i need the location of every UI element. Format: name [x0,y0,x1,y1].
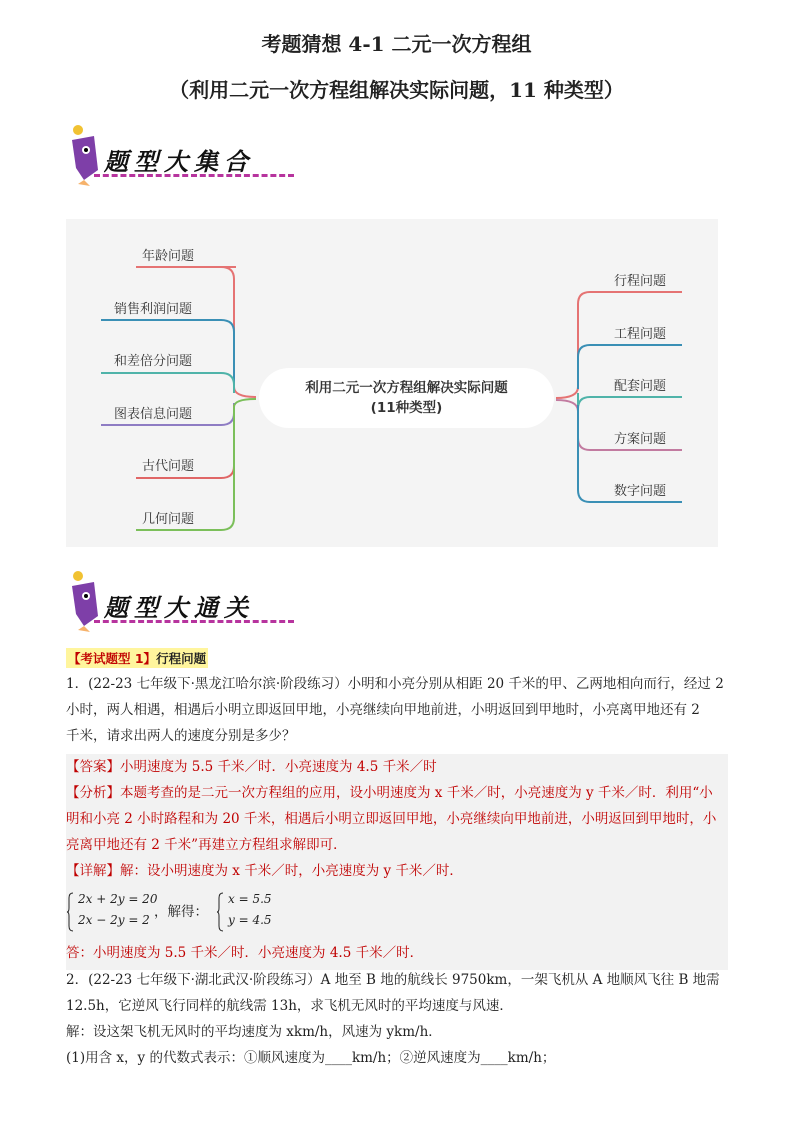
answer-label: 【答案】 [66,759,120,775]
node-work: 工程问题 [614,327,667,342]
banner-label: 题型大通关 [104,593,254,622]
node-matching: 配套问题 [614,379,667,394]
node-number: 数字问题 [614,484,667,499]
q1-solution [66,754,732,884]
analysis-line3: 亮离甲地还有 2 千米”再建立方程组求解即可． [66,837,347,853]
q1-line2: 小时，两人相遇，相遇后小明立即返回甲地，小亮继续向甲地前进，小明返回到甲地时，小亮离甲地还有 2 [66,702,700,718]
section-banner-practice [64,566,294,636]
q2-line3: 解：设这架飞机无风时的平均速度为 xkm/h，风速为 ykm/h． [66,1024,442,1040]
node-sales-profit: 销售利润问题 [114,302,193,317]
analysis-line2: 明和小亮 2 小时路程和为 20 千米，相遇后小明立即返回甲地，小亮继续向甲地前进，小明返回到甲地时，小 [66,811,717,827]
detail-text: 解：设小明速度为 x 千米／时，小亮速度为 y 千米／时． [120,863,463,879]
answer-row [66,754,732,780]
node-age: 年龄问题 [142,249,195,264]
mind-map-center [259,368,554,428]
left-brace-icon [216,892,224,932]
solution-x: x = 5.5 [228,892,272,906]
answer-text: 小明速度为 5.5 千米／时．小亮速度为 4.5 千米／时 [120,759,437,775]
node-travel: 行程问题 [614,274,667,289]
equation-system [66,890,326,934]
q1-line1: 1．(22-23 七年级下·黑龙江哈尔滨·阶段练习）小明和小亮分别从相距 20 千米的甲、乙两地相向而行，经过 2 [66,676,724,692]
equation-2: 2x − 2y = 2 [78,913,150,927]
banner-label: 题型大集合 [104,147,254,176]
analysis-row [66,780,732,806]
q1-line3: 千米，请求出两人的速度分别是多少？ [66,728,296,744]
detail-row [66,858,732,884]
section-banner-collection [64,120,294,190]
page-title: 考题猜想 4-1 二元一次方程组 [261,32,532,56]
left-brace-icon [66,892,74,932]
node-chart-info: 图表信息问题 [114,407,193,422]
tag-name: 行程问题 [156,651,207,666]
node-ancient: 古代问题 [142,459,195,474]
question-2 [66,967,736,1071]
analysis-text: 本题考查的是二元一次方程组的应用，设小明速度为 x 千米／时，小亮速度为 y 千米／时．利用“小 [120,785,713,801]
banner-underline [94,174,294,177]
solution-y: y = 4.5 [228,913,272,927]
q2-line1: 2．(22-23 七年级下·湖北武汉·阶段练习）A 地至 B 地的航线长 9750km，一架飞机从 A 地顺风飞往 B 地需 [66,972,720,988]
q1-conclusion: 答：小明速度为 5.5 千米／时．小亮速度为 4.5 千米／时． [66,945,424,961]
equation-1: 2x + 2y = 20 [78,892,158,906]
page-subtitle: （利用二元一次方程组解决实际问题，11 种类型） [169,78,624,102]
analysis-label: 【分析】 [66,785,120,801]
detail-label: 【详解】 [66,863,120,879]
mind-map [66,219,718,547]
center-line2: (11种类型) [370,400,443,416]
q2-line4: (1)用含 x，y 的代数式表示：①顺风速度为____km/h；②逆风速度为____km/h； [66,1050,556,1066]
node-plan: 方案问题 [614,432,667,447]
node-geometry: 几何问题 [142,512,195,527]
solve-label: ，解得： [154,904,208,920]
q2-line2: 12.5h，它逆风飞行同样的航线需 13h，求飞机无风时的平均速度与风速． [66,998,513,1014]
banner-underline [94,620,294,623]
node-sum-diff-multiple: 和差倍分问题 [114,354,193,369]
tag-prefix: 【考试题型 1】 [68,651,157,666]
question-type-tag [66,648,208,668]
center-line1: 利用二元一次方程组解决实际问题 [305,380,508,396]
question-1 [66,671,736,749]
